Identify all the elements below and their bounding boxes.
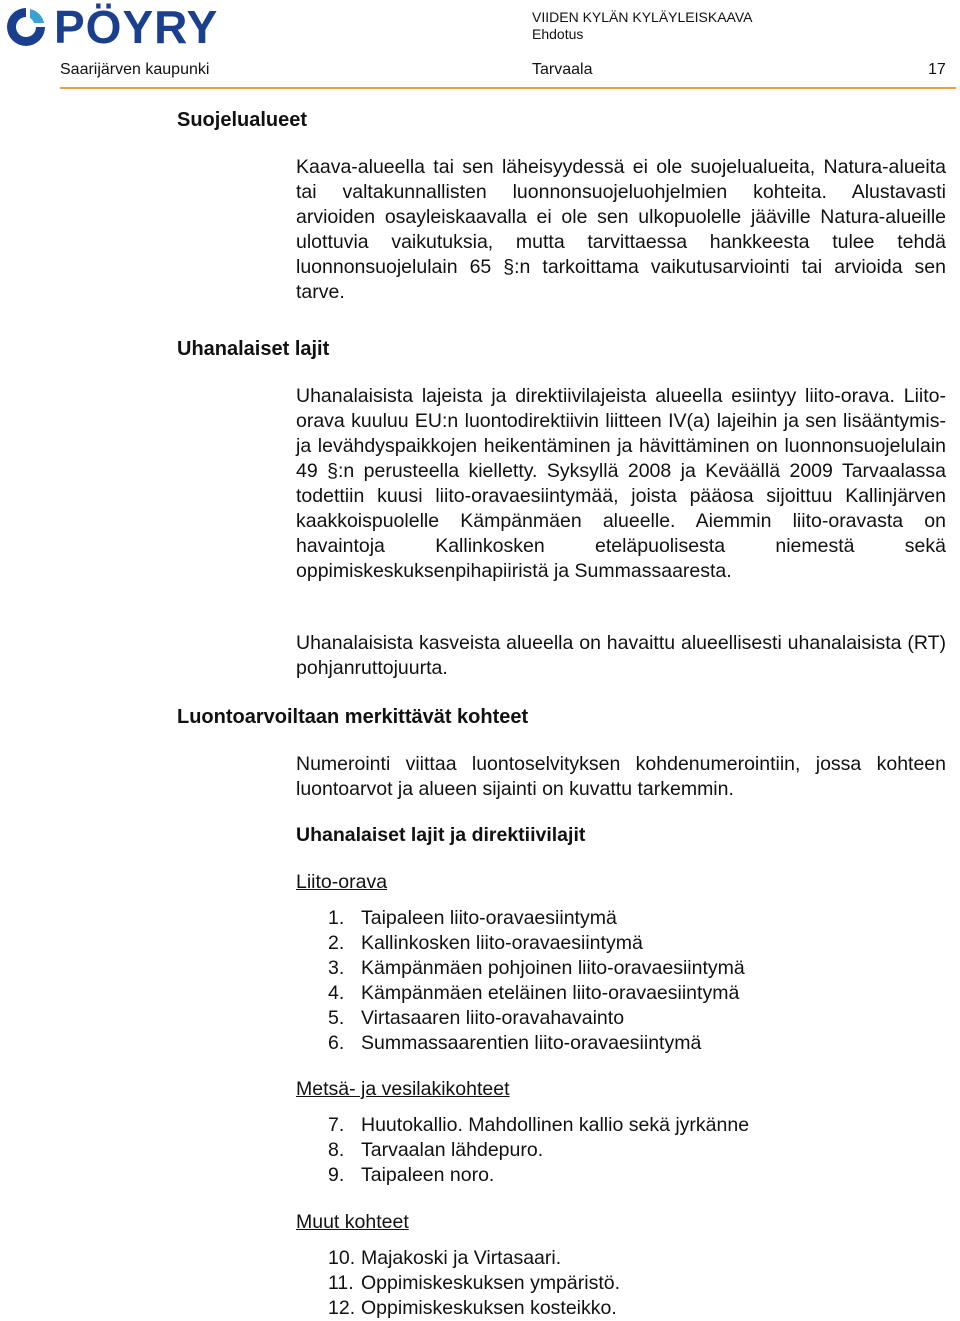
running-header-client: Saarijärven kaupunki (60, 61, 210, 78)
list-muut (328, 1246, 620, 1321)
document-title-line2: Ehdotus (532, 26, 584, 42)
list-item: 10. Majakoski ja Virtasaari. (328, 1247, 562, 1269)
list-item: 7. Huutokallio. Mahdollinen kallio sekä jyrkänne (328, 1114, 750, 1136)
logo-wordmark: PÖYRY (54, 1, 219, 53)
poyry-logo-icon (4, 5, 48, 49)
list-item: 9. Taipaleen noro. (328, 1164, 495, 1186)
heading-suojelualueet: Suojelualueet (177, 109, 308, 131)
running-header-area: Tarvaala (532, 61, 593, 78)
list-item: 2. Kallinkosken liito-oravaesiintymä (328, 932, 643, 954)
heading-uhanalaiset-lajit: Uhanalaiset lajit (177, 338, 330, 360)
list-item: 4. Kämpänmäen eteläinen liito-oravaesiintymä (328, 982, 740, 1004)
list-liito-orava (328, 906, 745, 1056)
list-item: 3. Kämpänmäen pohjoinen liito-oravaesiintymä (328, 957, 745, 979)
poyry-logo (4, 1, 219, 53)
page-header (0, 0, 960, 92)
group-title-liito-orava: Liito-orava (296, 871, 388, 893)
list-item: 12. Oppimiskeskuksen kosteikko. (328, 1297, 617, 1319)
list-item: 8. Tarvaalan lähdepuro. (328, 1139, 544, 1161)
subheading-direktiivilajit: Uhanalaiset lajit ja direktiivilajit (296, 824, 586, 846)
paragraph-kasvit: Uhanalaisista kasveista alueella on havaittu alueellisesti uhanalaisista (RT) pohjanruttojuurta. (296, 632, 946, 679)
list-metsa-vesilaki (328, 1113, 749, 1188)
paragraph-suojelualueet: Kaava-alueella tai sen läheisyydessä ei ole suojelualueita, Natura-alueita tai valtakunnallisten luonnonsuojeluohjelmien kohteita. Alustavasti arvioiden osayleiskaavalla ei ole sen ulkopuolelle jääville Natura-alueille ulottuvia vaikutuksia, mutta tarvittaessa hankkeesta tulee tehdä luonnonsuojelulain 65 §:n tarkoittama vaikutusarviointi tai arvioida sen tarve. (296, 156, 946, 303)
document-title (532, 9, 752, 43)
document-title-line1: VIIDEN KYLÄN KYLÄYLEISKAAVA (532, 9, 753, 25)
paragraph-liito-orava: Uhanalaisista lajeista ja direktiivilajeista alueella esiintyy liito-orava. Liito-orava kuuluu EU:n luontodirektiivin liitteen IV(a) lajeihin ja sen lisääntymis- ja levähdyspaikkojen heikentäminen ja hävittäminen on luonnonsuojelulain 49 §:n perusteella kielletty. Syksyllä 2008 ja Keväällä 2009 Tarvaalassa todettiin kuusi liito-oravaesiintymää, joista pääosa sijoittuu Kallinjärven kaakkoispuolelle Kämpänmäen alueelle. Aiemmin liito-oravasta on havaintoja Kallinkosken eteläpuolisesta niemestä sekä oppimiskeskuksenpihapiiristä ja Summassaaresta. (296, 385, 946, 582)
list-item: 11. Oppimiskeskuksen ympäristö. (328, 1272, 621, 1294)
list-item: 5. Virtasaaren liito-oravahavainto (328, 1007, 625, 1029)
group-title-muut: Muut kohteet (296, 1211, 409, 1233)
header-divider (60, 87, 956, 89)
group-title-metsa-vesilaki: Metsä- ja vesilakikohteet (296, 1078, 510, 1100)
list-item: 1. Taipaleen liito-oravaesiintymä (328, 907, 617, 929)
paragraph-numerointi: Numerointi viittaa luontoselvityksen kohdenumerointiin, jossa kohteen luontoarvot ja alueen sijainti on kuvattu tarkemmin. (296, 753, 946, 800)
list-item: 6. Summassaarentien liito-oravaesiintymä (328, 1032, 702, 1054)
heading-luontoarvot: Luontoarvoiltaan merkittävät kohteet (177, 706, 529, 728)
page-number: 17 (928, 61, 946, 78)
